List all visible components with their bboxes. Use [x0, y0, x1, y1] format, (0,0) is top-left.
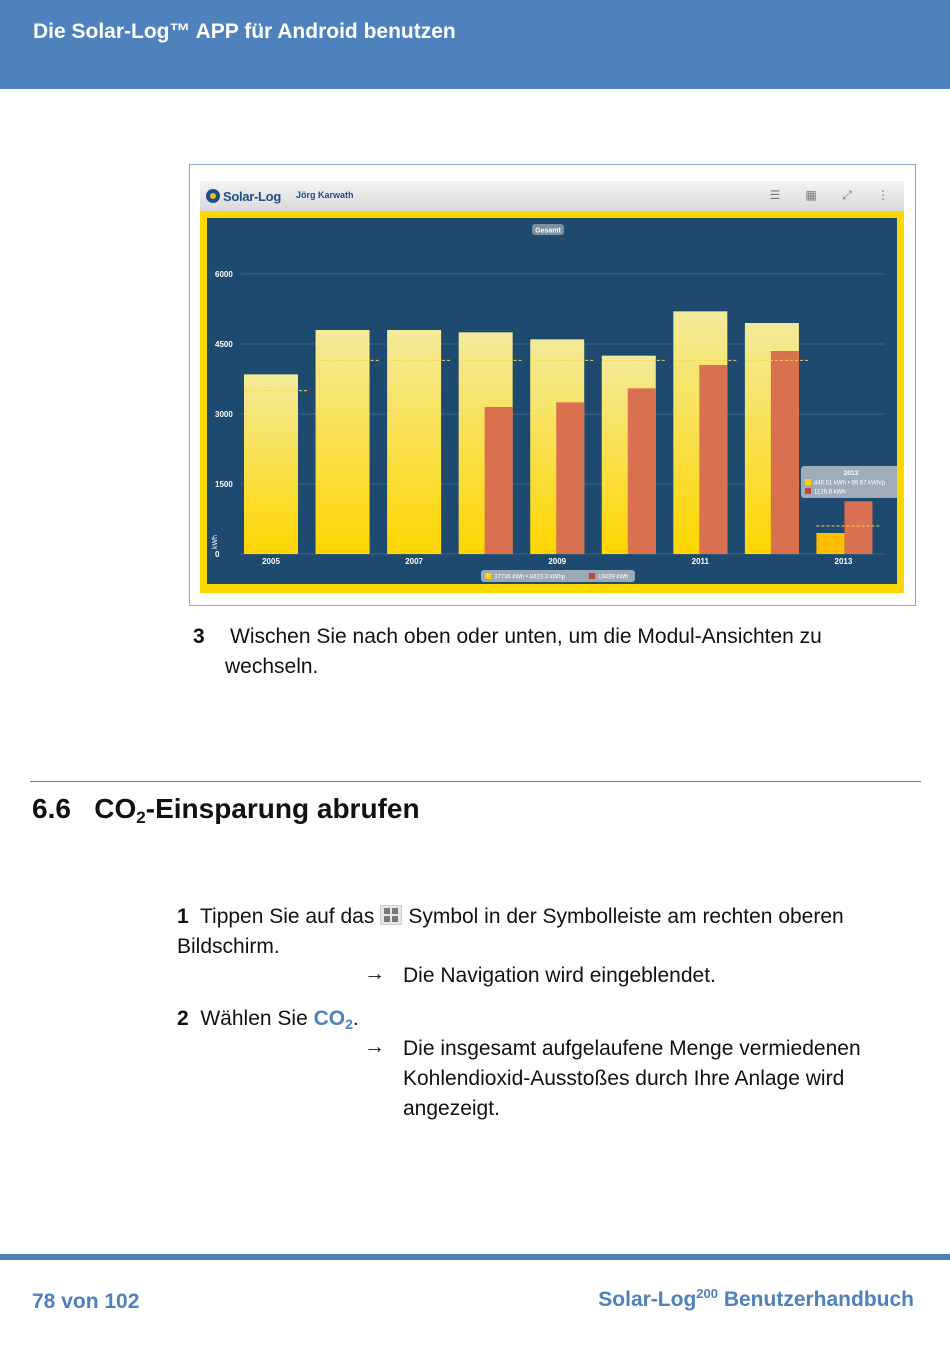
footer-rule: [0, 1254, 950, 1260]
step-2-period: .: [352, 1007, 359, 1030]
step-3-number: 3: [193, 625, 205, 648]
app-logo: [206, 186, 281, 206]
bar-consumption[interactable]: [556, 402, 584, 554]
result-2-line3: angezeigt.: [403, 1097, 500, 1120]
section-co: CO: [94, 793, 137, 824]
y-tick-label: 4500: [215, 340, 233, 349]
result-1: Die Navigation wird eingeblendet.: [403, 964, 716, 987]
legend-item-yield: 37736 kWh • 8423.3 kWhp: [494, 574, 566, 581]
section-heading: [32, 793, 420, 828]
step-1: [177, 902, 917, 962]
co2-link-text: CO: [313, 1007, 346, 1030]
solar-log-logo-icon: [206, 189, 220, 203]
result-2-line1: Die insgesamt aufgelaufene Menge vermiedenen: [403, 1037, 861, 1060]
y-tick-label: 0: [215, 550, 220, 559]
legend-swatch-yield: [485, 573, 491, 579]
y-tick-label: 1500: [215, 480, 233, 489]
tooltip-swatch-consumption: [805, 488, 811, 494]
app-user-name: Jörg Karwath: [296, 190, 354, 200]
x-tick-label: 2009: [548, 557, 567, 566]
bar-yield[interactable]: [244, 374, 298, 554]
result-arrow-icon: →: [364, 1035, 385, 1058]
legend-item-consumption: 19439 kWh: [598, 574, 629, 581]
page-number: 78 von 102: [32, 1290, 140, 1313]
step-3: [193, 622, 893, 678]
step-1-text-post: Symbol in der Symbolleiste am rechten oberen: [408, 905, 844, 928]
section-title-rest: -Einsparung abrufen: [145, 793, 420, 824]
bar-consumption[interactable]: [699, 365, 727, 554]
chart-border: [200, 211, 904, 593]
x-tick-label: 2007: [405, 557, 424, 566]
y-tick-label: 3000: [215, 410, 233, 419]
bar-consumption[interactable]: [844, 501, 872, 554]
header-title: Die Solar-Log™ APP für Android benutzen: [33, 20, 456, 43]
step-2-number: 2: [177, 1007, 189, 1030]
grid-icon[interactable]: ▦: [805, 188, 817, 202]
step-1-number: 1: [177, 905, 189, 928]
step-1-line2: Bildschirm.: [177, 935, 280, 958]
co2-link-subscript: 2: [345, 1016, 353, 1032]
result-2: [403, 1034, 861, 1124]
bar-yield[interactable]: [316, 330, 370, 554]
more-icon[interactable]: ⋮: [877, 188, 889, 202]
x-tick-label: 2005: [262, 557, 280, 566]
chart-area: [207, 218, 897, 584]
yield-bar-chart[interactable]: [207, 218, 897, 584]
page-header: [0, 0, 950, 89]
y-tick-label: 6000: [215, 270, 233, 279]
app-toolbar: [200, 181, 904, 211]
tooltip-swatch-yield: [805, 479, 811, 485]
grid-icon: [380, 905, 402, 925]
footer-product-sup: 200: [696, 1286, 718, 1301]
tooltip-line2: 1126.8 kWh: [814, 489, 846, 496]
menu-icon[interactable]: ☰: [769, 188, 781, 202]
bar-consumption[interactable]: [771, 351, 799, 554]
section-subscript: 2: [136, 808, 146, 827]
expand-icon[interactable]: ⤢: [842, 188, 852, 202]
step-3-text: Wischen Sie nach oben oder unten, um die Modul-Ansichten zu wechseln.: [225, 625, 822, 678]
step-1-text-pre: Tippen Sie auf das: [199, 905, 375, 928]
logo-text: Solar-Log: [223, 188, 281, 204]
y-axis-label: kWh: [212, 535, 219, 549]
app-screenshot: [189, 164, 916, 606]
x-tick-label: 2011: [691, 557, 710, 566]
bar-yield[interactable]: [816, 533, 844, 554]
section-divider: [30, 781, 921, 782]
result-arrow-icon: →: [364, 962, 385, 985]
bar-consumption[interactable]: [628, 388, 656, 554]
co2-link[interactable]: [314, 1007, 353, 1030]
x-tick-label: 2013: [834, 557, 853, 566]
legend-swatch-consumption: [589, 573, 595, 579]
bar-consumption[interactable]: [485, 407, 513, 554]
step-2: [177, 1004, 359, 1039]
step-2-text-pre: Wählen Sie: [200, 1007, 308, 1030]
result-2-line2: Kohlendioxid-Ausstoßes durch Ihre Anlage wird: [403, 1067, 845, 1090]
footer-product-title: [598, 1286, 914, 1312]
bar-yield[interactable]: [387, 330, 441, 554]
footer-product: Solar-Log: [598, 1288, 697, 1311]
section-number: 6.6: [32, 793, 71, 824]
chart-title: Gesamt: [535, 227, 561, 235]
footer-product-rest: Benutzerhandbuch: [723, 1288, 914, 1311]
tooltip-line1: 446.51 kWh • 99.67 kWh/p: [814, 480, 886, 487]
tooltip-year: 2013: [843, 470, 859, 477]
